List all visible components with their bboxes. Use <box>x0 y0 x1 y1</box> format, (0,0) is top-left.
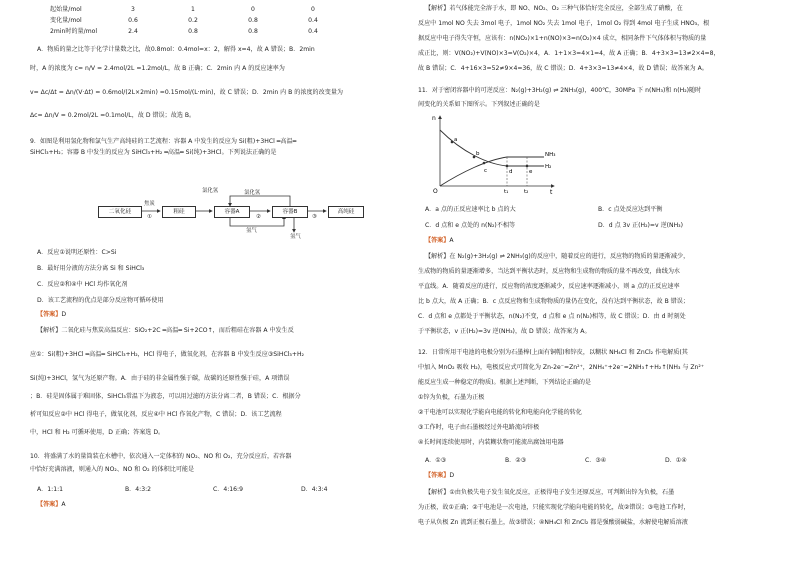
label-h2: H₂ <box>545 164 552 170</box>
x-label: t <box>550 189 553 194</box>
option-b: B．4:3:2 <box>125 486 152 493</box>
analysis-line: 成正比，则：V(NO₂)+V(NO)×3=V(O₂)×4，A．1+1×3=4×1=4，故 A 正确；B．4+3×3=13≠2×4=8， <box>418 50 720 57</box>
option-b: B．c 点处反应达到平衡 <box>598 206 663 213</box>
point-d <box>506 165 509 168</box>
table-cell: 0.4 <box>308 17 318 24</box>
option-line: A．反应①说明还原性：C>Si <box>37 249 117 256</box>
flow-diagram <box>94 186 374 240</box>
answer-tag: 【答案】 <box>37 311 62 318</box>
box-silicon-dioxide: 二氧化硅 <box>98 206 142 218</box>
analysis-line: 【解析】在 N₂(g)+3H₂(g) ⇌ 2NH₃(g)的反应中，随着反应的进行，反应物的物质的量逐渐减少， <box>425 253 690 260</box>
analysis-line: 【解析】二氧化硅与焦炭高温反应：SiO₂+2C ═高温═ Si+2CO↑，而后粗硅在容器 A 中发生反 <box>37 327 294 334</box>
option-line: C．反应②和④中 HCl 均作氧化剂 <box>37 281 128 288</box>
table-cell: 2.4 <box>128 28 138 35</box>
statement-line: ③工作时，电子由石墨极经过外电路流向锌极 <box>418 424 540 431</box>
answer-12 <box>418 471 790 480</box>
box-container-b: 容器B <box>272 206 308 218</box>
analysis-line: 生成物的物质的量逐渐增多，当达到平衡状态时，反应物和生成物的物质的量不再改变，曲线为水 <box>418 268 681 275</box>
question-12-line: 12．日常所用干电池的电极分别为石墨棒(上面有铜帽)和锌皮，以糊状 NH₄Cl 和 ZnCl₂ 作电解质(其 <box>418 349 688 356</box>
question-10-line: 10．将盛满了水的量筒装在水槽中，依次通入一定体积的 NO₂、NO 和 O₂，充分反应后，若容器 <box>30 453 292 460</box>
option-line: B．最好用分液的方法分离 Si 和 SiHCl₃ <box>37 265 145 272</box>
question-9-line: 9．如图是利用氢化物和氯气生产高纯硅的工艺流程：容器 A 中发生的反应为 Si(粗)+3HCl ═高温═ <box>30 138 297 145</box>
y-label: n <box>432 115 436 122</box>
label-hcl-2: 氯化氢 <box>244 190 261 196</box>
option-d: D．4:3:4 <box>301 486 328 493</box>
analysis-line: Si(纯)+3HCl，氢气为还原产物。A．由于硅的非金属性强于碳，故碳的还原性强于硅，A 项错误 <box>30 375 290 382</box>
table-cell: 3 <box>131 6 135 13</box>
answer-value: D <box>449 472 455 479</box>
row-label: 2min时的量/mol <box>50 28 98 35</box>
question-11-line: 11．对于密闭容器中的可逆反应：N₂(g)+3H₂(g) ⇌ 2NH₃(g)，400℃，30MPa 下 n(NH₃)和 n(H₂)随时 <box>418 87 702 94</box>
label-b: b <box>476 151 480 157</box>
option-c: C．③④ <box>585 457 607 464</box>
question-9-line: SiHCl₃+H₂；容器 B 中发生的反应为 SiHCl₃+H₂ ═高温═ Si(纯)+3HCl。下列说法正确的是 <box>30 149 277 156</box>
statement-line: ④长时间连续使用时，内装糊状物可能流出腐蚀用电器 <box>418 439 564 446</box>
label-hydrogen-2: 氢气 <box>290 234 301 240</box>
analysis-line: 中，HCl 和 H₂ 可循环使用，D 正确；答案选 D。 <box>30 429 165 436</box>
solution-line: 时，A 的浓度为 c= n/V = 2.4mol/2L =1.2mol/L，故 B 正确；C．2min 内 A 的反应速率为 <box>30 65 285 72</box>
table-cell: 0 <box>311 6 315 13</box>
answer-11 <box>418 236 790 245</box>
row-label: 起始量/mol <box>50 6 82 13</box>
analysis-line: 为正极，故①正确；②干电池是一次电池，只能实现化学能向电能的转化，故②错误；③电池工作时， <box>418 504 690 511</box>
table-cell: 0.8 <box>248 17 258 24</box>
table-cell: 0.8 <box>248 28 258 35</box>
question-12-line: 中加入 MnO₂ 吸收 H₂)，电极反应式可简化为 Zn-2e⁻=Zn²⁺，2NH₄⁺+2e⁻=2NH₃↑+H₂↑(NH₃ 与 Zn²⁺ <box>418 364 705 371</box>
origin-label: O <box>433 188 438 194</box>
table-cell: 1 <box>191 6 195 13</box>
answer-tag: 【答案】 <box>425 237 450 244</box>
point-a <box>451 141 454 144</box>
option-a: A．a 点的正反应速率比 b 点的大 <box>425 206 516 213</box>
table-cell: 0.8 <box>188 28 198 35</box>
box-crude-silicon: 粗硅 <box>162 206 196 218</box>
label-t1: t₁ <box>504 189 509 194</box>
solution-line: v= Δc/Δt = Δn/(V·Δt) = 0.6mol/(2L×2min) =0.15mol/(L·min)，故 C 错误；D．2min 内 B 的浓度的改变量为 <box>30 89 344 96</box>
answer-10 <box>30 500 402 509</box>
point-e <box>526 165 529 168</box>
analysis-line: 析可知反应②中 HCl 得电子，做氧化剂，反应④中 HCl 作氧化产物，C 错误；D．该工艺流程 <box>30 411 282 418</box>
analysis-line: 平直线。A．随着反应的进行，反应物的浓度逐渐减少，反应速率逐渐减小，则 a 点的正反应速率 <box>418 283 680 290</box>
label-hydrogen-1: 氢气 <box>246 228 257 234</box>
analysis-line: ；B．硅是固体属于难固体，SiHCl₃常温下为液态，可以用过滤的方法分离二者，B 错误；C．根据分 <box>30 393 301 400</box>
analysis-line: 反应中 1mol NO 失去 3mol 电子，1mol NO₂ 失去 1mol 电子，1mol O₂ 得到 4mol 电子生成 HNO₃，根 <box>418 20 710 27</box>
label-coke: 焦炭 <box>144 201 155 207</box>
analysis-line: 【解析】若气体能完全溶于水，即 NO、NO₂、O₂ 三种气体恰好完全反应，全部生成了硝酸，在 <box>425 5 683 12</box>
analysis-line: 比 b 点大，故 A 正确；B．c 点反应物和生成物物质的量仍在变化，没有达到平衡状态，故 B 错误； <box>418 298 689 305</box>
table-cell: 0 <box>251 6 255 13</box>
row-label: 变化量/mol <box>50 17 82 24</box>
option-c: C．d 点和 e 点处的 n(N₂)不相等 <box>425 222 516 229</box>
answer-9 <box>30 310 402 319</box>
option-d: D．①④ <box>665 457 687 464</box>
option-line: D．该工艺流程的优点是部分反应物可循环使用 <box>37 297 164 304</box>
analysis-line: C．d 点和 e 点都处于平衡状态，n(N₂)不变，d 点和 e 点 n(N₂)相等，故 C 错误；D．由 d 时刻处 <box>418 313 686 320</box>
statement-line: ①锌为负极，石墨为正极 <box>418 394 485 401</box>
point-b <box>473 156 476 159</box>
table-cell: 0.2 <box>188 17 198 24</box>
box-container-a: 容器A <box>214 206 250 218</box>
answer-value: A <box>449 237 454 244</box>
label-a: a <box>454 137 458 143</box>
point-c <box>483 162 486 165</box>
analysis-line: 据反应中电子得失守恒，应该有：n(NO₂)×1+n(NO)×3=n(O₂)×4 成立，相同条件下气体体积与物质的量 <box>418 35 707 42</box>
statement-line: ②干电池可以实现化学能向电能的转化和电能向化学能的转化 <box>418 409 582 416</box>
solution-line: Δc= Δn/V = 0.2mol/2L =0.1mol/L，故 D 错误；故选 B。 <box>30 112 196 119</box>
analysis-line: 电子从负极 Zn 流到正极石墨上，故③错误；④NH₄Cl 和 ZnCl₂ 都是强酸弱碱盐，水解使电解质溶液 <box>418 519 688 526</box>
label-step-1: ① <box>147 214 152 220</box>
label-step-2: ② <box>256 214 261 220</box>
left-column <box>30 0 402 561</box>
analysis-line: 于平衡状态，v 正(H₂)=3v 逆(NH₃)，故 D 错误；故答案为 A。 <box>418 328 591 335</box>
answer-tag: 【答案】 <box>425 472 450 479</box>
question-12-line: 能反应生成一种稳定的物质)。根据上述判断，下列结论正确的是 <box>418 379 592 386</box>
option-a: A．1:1:1 <box>37 486 63 493</box>
table-cell: 0.4 <box>308 28 318 35</box>
label-hcl-1: 氯化氢 <box>202 188 219 194</box>
n-t-graph <box>432 112 562 194</box>
box-pure-silicon: 高纯硅 <box>328 206 364 218</box>
label-c: c <box>484 168 488 174</box>
answer-value: D <box>61 311 67 318</box>
label-step-3: ③ <box>312 214 317 220</box>
answer-tag: 【答案】 <box>37 501 62 508</box>
option-c: C．4:16:9 <box>213 486 243 493</box>
table-cell: 0.6 <box>128 17 138 24</box>
label-d: d <box>509 169 513 175</box>
analysis-line: 【解析】①由负极失电子发生氧化反应，正极得电子发生还原反应，可判断出锌为负极，石墨 <box>425 489 675 496</box>
label-t2: t₂ <box>524 189 529 194</box>
label-e: e <box>529 169 533 175</box>
analysis-line: 应①：Si(粗)+3HCl ═高温═ SiHCl₃+H₂，HCl 得电子，做氧化剂，在容器 B 中发生反应③SiHCl₃+H₂ <box>30 351 304 358</box>
question-10-line: 中恰好充满溶液，则通入的 NO₂、NO 和 O₂ 的体积比可能是 <box>30 466 195 473</box>
option-d: D．d 点 3v 正(H₂)=v 逆(NH₃) <box>598 222 683 229</box>
right-column <box>418 0 790 561</box>
option-b: B．②③ <box>505 457 527 464</box>
solution-line: A．物质的量之比等于化学计量数之比，故0.8mol：0.4mol=x：2，解得 x=4，故 A 错误；B．2min <box>37 46 315 53</box>
question-11-line: 间变化的关系如下图所示。下列叙述正确的是 <box>418 101 540 108</box>
analysis-line: 故 B 错误；C．4+16×3=52≠9×4=36，故 C 错误；D．4+3×3=13≠4×4，故 D 错误；故答案为 A。 <box>418 65 708 72</box>
answer-value: A <box>61 501 66 508</box>
label-nh3: NH₃ <box>545 152 556 158</box>
option-a: A．①③ <box>425 457 447 464</box>
